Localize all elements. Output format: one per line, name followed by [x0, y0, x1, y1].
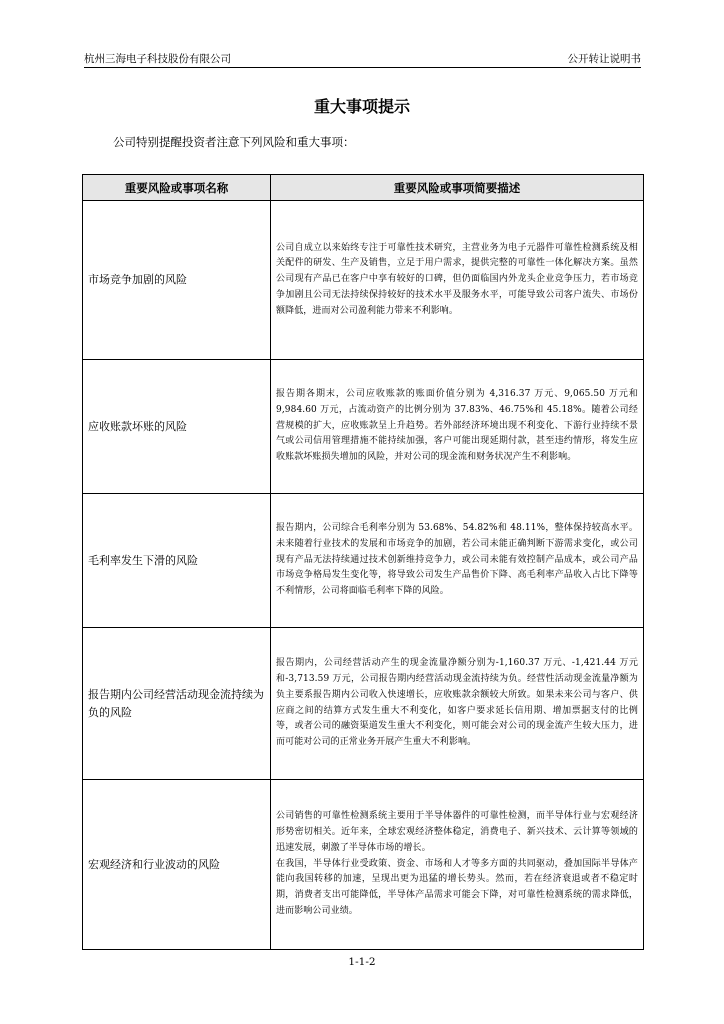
header-divider — [84, 67, 641, 68]
risk-name-cell: 毛利率发生下滑的风险 — [83, 494, 271, 628]
risk-name-cell: 报告期内公司经营活动现金流持续为负的风险 — [83, 628, 271, 780]
table-header-row — [83, 175, 644, 201]
risk-name-cell: 应收账款坏账的风险 — [83, 360, 271, 494]
header-document-type: 公开转让说明书 — [567, 53, 641, 65]
page-title: 重大事项提示 — [313, 97, 410, 116]
column-header-risk-name: 重要风险或事项名称 — [83, 175, 271, 201]
column-header-risk-description: 重要风险或事项简要描述 — [271, 175, 644, 201]
intro-text: 公司特别提醒投资者注意下列风险和重大事项： — [113, 135, 355, 149]
risk-name-cell: 市场竞争加剧的风险 — [83, 201, 271, 360]
risk-table — [82, 174, 644, 950]
risk-description-cell — [271, 360, 644, 494]
risk-description-paragraph: 报告期内，公司综合毛利率分别为 53.68%、54.82%和 48.11%，整体保持较高水平。未来随着行业技术的发展和市场竞争的加剧，若公司未能正确判断下游需求变化，或公司现有产品无法持续通过技术创新维持竞争力，或公司未能有效控制产品成本，或公司产品市场竞争格局发生变化等，将导致公司发生产品售价下降、高毛利率产品收入占比下降等不利情形，公司将面临毛利率下降的风险。 — [276, 523, 638, 597]
table-row — [83, 628, 644, 780]
header-company-name: 杭州三海电子科技股份有限公司 — [84, 53, 231, 65]
risk-description-cell — [271, 201, 644, 360]
page-number: 1-1-2 — [348, 956, 376, 968]
page-header — [84, 52, 641, 66]
risk-name-cell: 宏观经济和行业波动的风险 — [83, 780, 271, 950]
table-row — [83, 201, 644, 360]
risk-description-cell — [271, 494, 644, 628]
risk-description-paragraph: 报告期各期末，公司应收账款的账面价值分别为 4,316.37 万元、9,065.50 万元和 9,984.60 万元，占流动资产的比例分别为 37.83%、46.75%和 45.18%。随着公司经营规模的扩大，应收账款呈上升趋势。若外部经济环境出现不利变化、下游行业持续不景气或公司信用管理措施不能持续加强，客户可能出现延期付款，甚至违约情形，将发生应收账款坏账损失增加的风险，并对公司的现金流和财务状况产生不利影响。 — [276, 389, 638, 463]
risk-description-paragraph: 公司销售的可靠性检测系统主要用于半导体器件的可靠性检测，而半导体行业与宏观经济形势密切相关。近年来，全球宏观经济整体稳定，消费电子、新兴技术、云计算等领域的迅速发展，刺激了半导体市场的增长。 — [276, 811, 638, 853]
risk-description-paragraph: 公司自成立以来始终专注于可靠性技术研究，主营业务为电子元器件可靠性检测系统及相关配件的研发、生产及销售，立足于用户需求，提供完整的可靠性一体化解决方案。虽然公司现有产品已在客户中享有较好的口碑，但仍面临国内外龙头企业竞争压力，若市场竞争加剧且公司无法持续保持较好的技术水平及服务水平，可能导致公司客户流失、市场份额降低，进而对公司盈利能力带来不利影响。 — [276, 242, 638, 316]
risk-description-cell — [271, 780, 644, 950]
risk-description-paragraph: 在我国，半导体行业受政策、资金、市场和人才等多方面的共同驱动，叠加国际半导体产能向我国转移的加速，呈现出更为迅猛的增长势头。然而，若在经济衰退或者不稳定时期，消费者支出可能降低，半导体产品需求可能会下降，对可靠性检测系统的需求降低，进而影响公司业绩。 — [276, 858, 638, 916]
risk-description-cell — [271, 628, 644, 780]
table-row — [83, 360, 644, 494]
risk-description-paragraph: 报告期内，公司经营活动产生的现金流量净额分别为-1,160.37 万元、-1,421.44 万元和-3,713.59 万元，公司报告期内经营活动现金流持续为负。经营性活动现金流量净额为负主要系报告期内公司收入快速增长，应收账款余额较大所致。如果未来公司与客户、供应商之间的结算方式发生重大不利变化，如客户要求延长信用期、增加票据支付的比例等，或者公司的融资渠道发生重大不利变化，则可能会对公司的现金流产生较大压力，进而可能对公司的正常业务开展产生重大不利影响。 — [276, 658, 638, 748]
table-row — [83, 780, 644, 950]
table-row — [83, 494, 644, 628]
